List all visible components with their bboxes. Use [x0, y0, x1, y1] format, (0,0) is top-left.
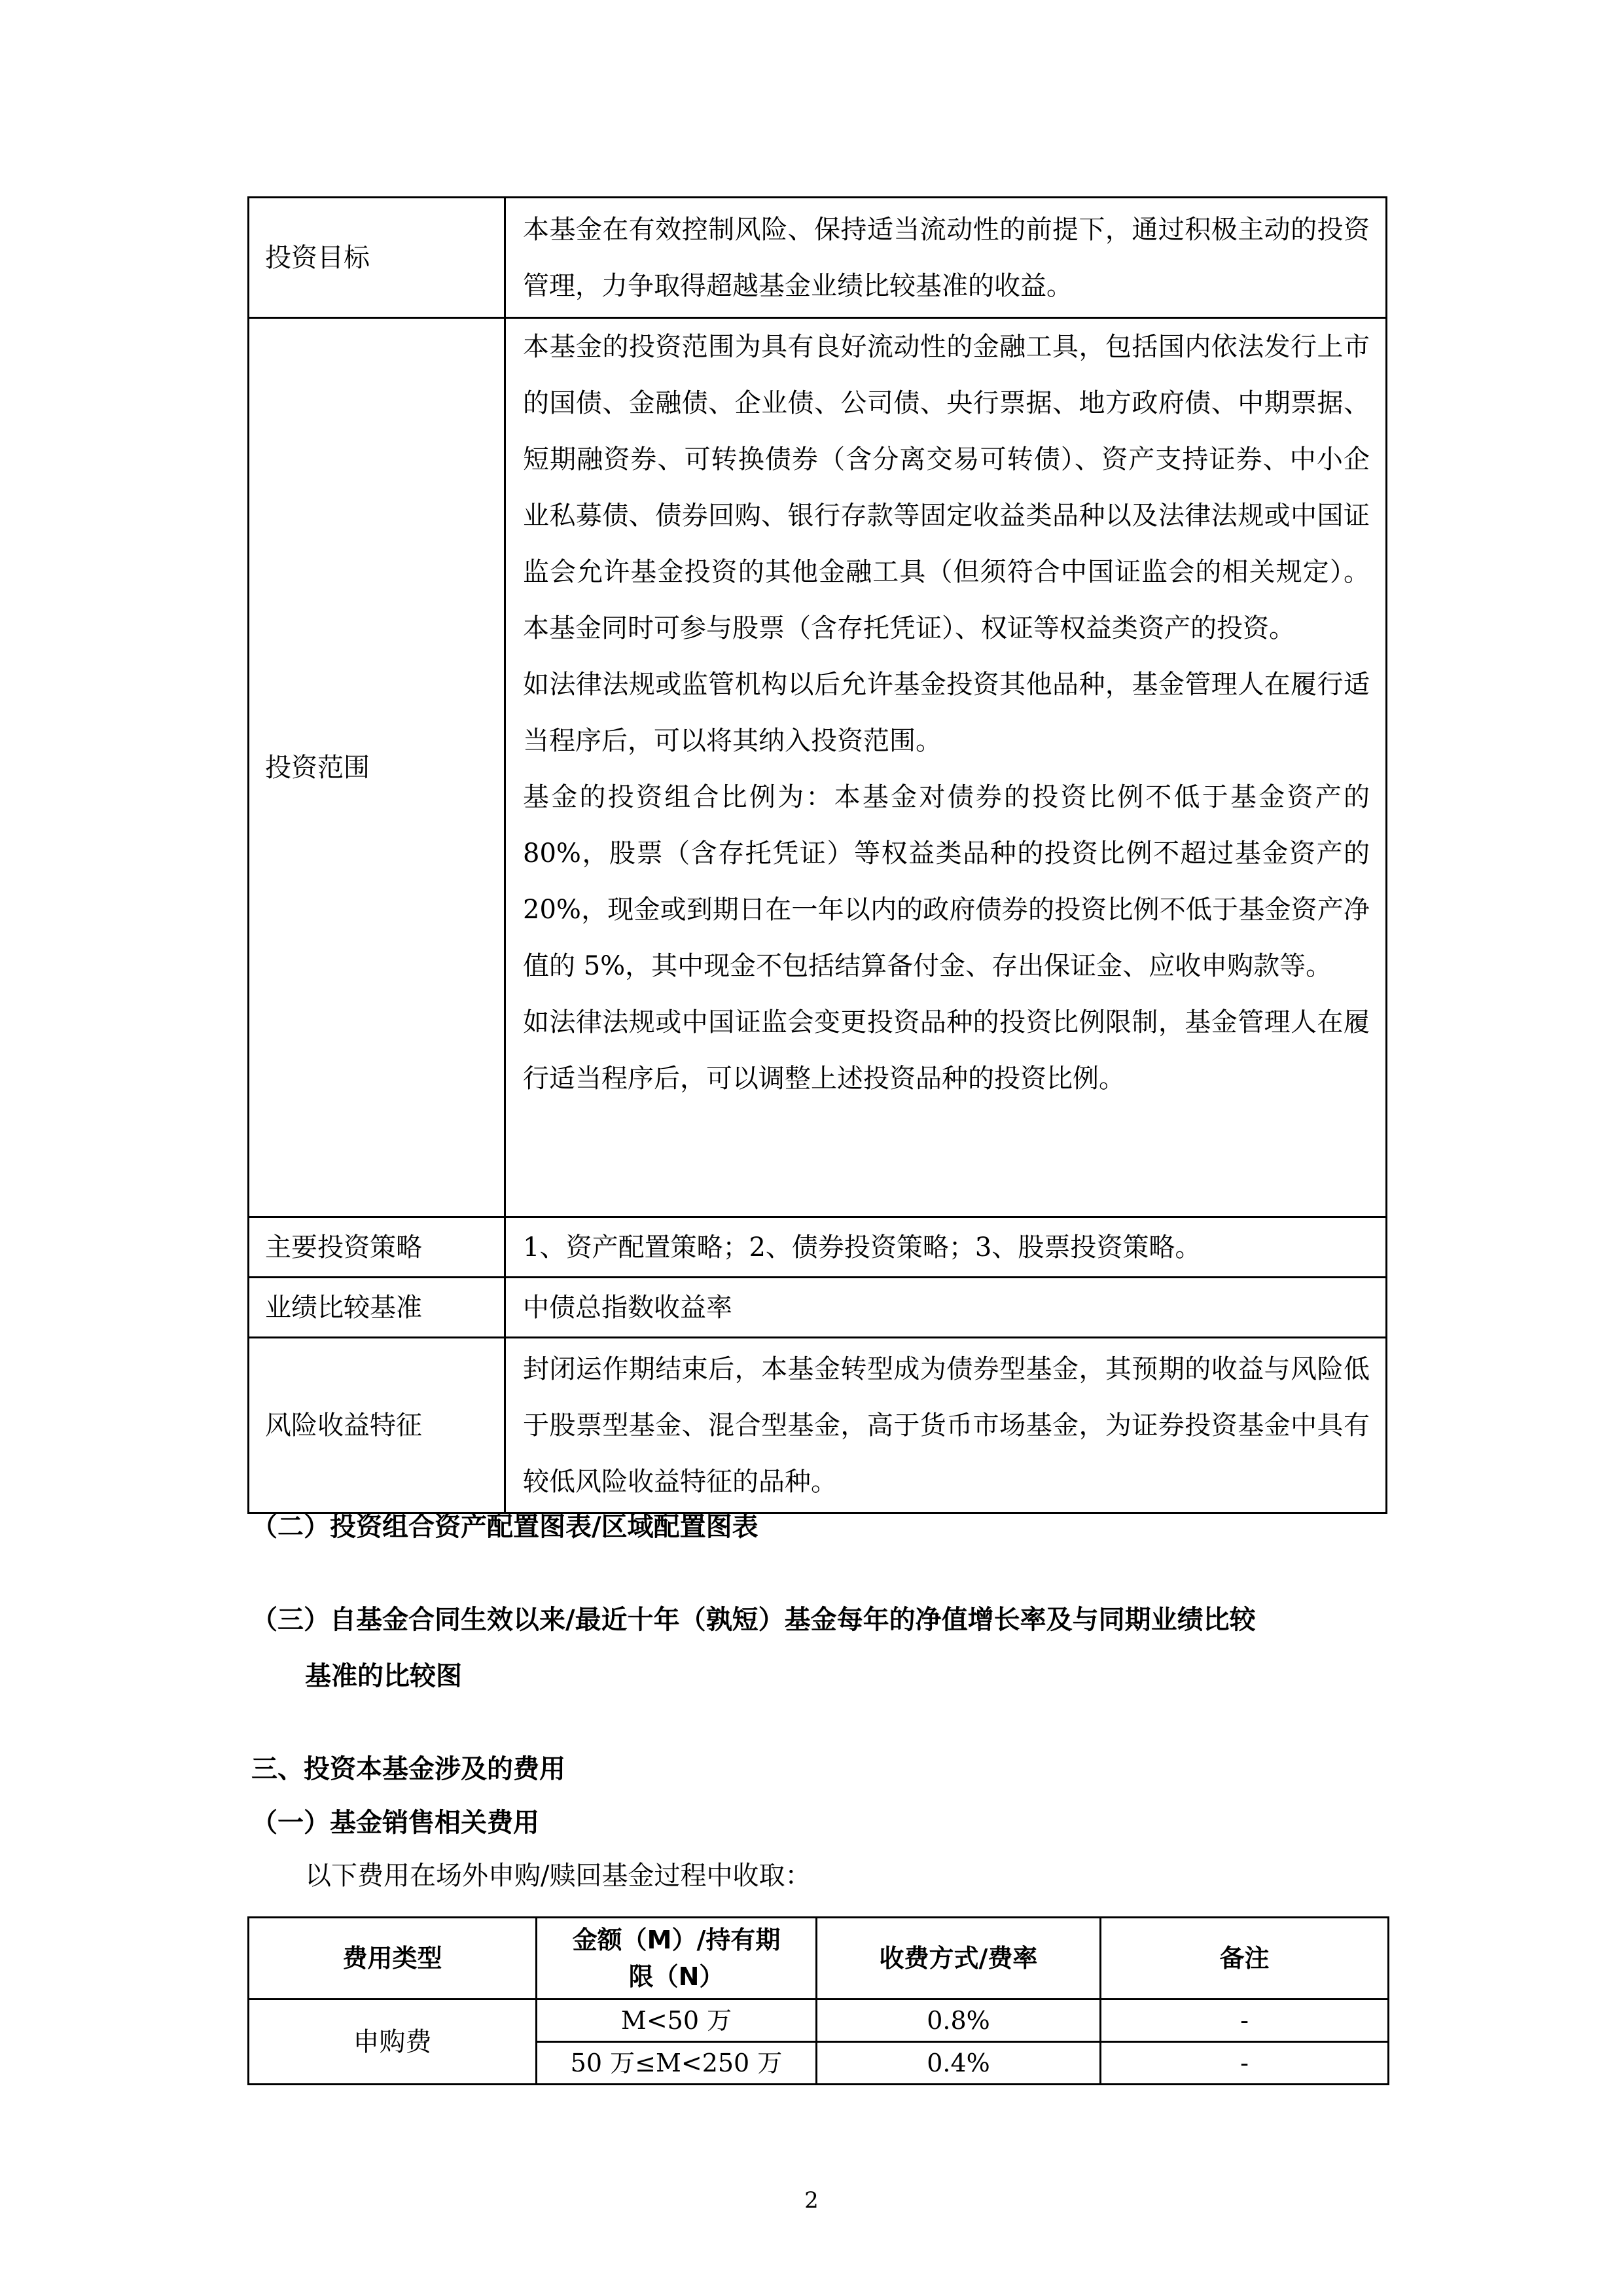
table-row: [249, 1338, 1387, 1513]
table-row: [249, 198, 1387, 318]
fees-intro-text: 以下费用在场外申购/赎回基金过程中收取：: [305, 1861, 812, 1891]
note-cell: -: [1101, 2042, 1389, 2085]
row-content-main-strategy: [505, 1217, 1387, 1278]
table-row: [249, 1217, 1387, 1278]
row-label-risk-return: 风险收益特征: [249, 1338, 505, 1513]
heading-fees-section: 三、投资本基金涉及的费用: [251, 1754, 565, 1784]
paragraph: 基金的投资组合比例为：本基金对债券的投资比例不低于基金资产的80%，股票（含存托凭证）等权益类品种的投资比例不超过基金资产的 20%，现金或到期日在一年以内的政府债券的投资比例不低于基金资产净值的 5%，其中现金不包括结算备付金、存出保证金、应收申购款等。: [523, 782, 1370, 981]
table-header-row: [249, 1918, 1389, 2000]
column-header-note: 备注: [1101, 1918, 1389, 2000]
row-content-investment-objective: [505, 198, 1387, 318]
heading-sales-fees: （一）基金销售相关费用: [251, 1808, 539, 1838]
row-content-investment-scope: [505, 318, 1387, 1217]
row-label-investment-scope: 投资范围: [249, 318, 505, 1217]
fee-table: [247, 1916, 1389, 2085]
row-label-main-strategy: 主要投资策略: [249, 1217, 505, 1278]
column-header-method-rate: 收费方式/费率: [817, 1918, 1101, 2000]
rate-cell: 0.4%: [817, 2042, 1101, 2085]
heading-line: 基准的比较图: [305, 1661, 462, 1691]
note-cell: -: [1101, 2000, 1389, 2042]
heading-line: （三）自基金合同生效以来/最近十年（孰短）基金每年的净值增长率及与同期业绩比较: [251, 1605, 1256, 1635]
heading-asset-allocation: （二）投资组合资产配置图表/区域配置图表: [251, 1512, 758, 1542]
table-row: [249, 1278, 1387, 1338]
row-content-benchmark: [505, 1278, 1387, 1338]
paragraph: 本基金的投资范围为具有良好流动性的金融工具，包括国内依法发行上市的国债、金融债、企业债、公司债、央行票据、地方政府债、中期票据、短期融资券、可转换债券（含分离交易可转债）、资产支持证券、中小企业私募债、债券回购、银行存款等固定收益类品种以及法律法规或中国证监会允许基金投资的其他金融工具（但须符合中国证监会的相关规定）。本基金同时可参与股票（含存托凭证）、权证等权益类资产的投资。: [523, 332, 1370, 643]
row-label-benchmark: 业绩比较基准: [249, 1278, 505, 1338]
paragraph: 中债总指数收益率: [523, 1292, 732, 1323]
paragraph: 本基金在有效控制风险、保持适当流动性的前提下，通过积极主动的投资管理，力争取得超越基金业绩比较基准的收益。: [523, 214, 1370, 301]
paragraph: 如法律法规或中国证监会变更投资品种的投资比例限制，基金管理人在履行适当程序后，可以调整上述投资品种的投资比例。: [523, 1007, 1370, 1094]
heading-nav-growth-comparison: [251, 1592, 1403, 1704]
paragraph: 封闭运作期结束后，本基金转型成为债券型基金，其预期的收益与风险低于股票型基金、混合型基金，高于货币市场基金，为证券投资基金中具有较低风险收益特征的品种。: [523, 1354, 1370, 1497]
fee-type-cell: 申购费: [249, 2000, 537, 2085]
paragraph: 1、资产配置策略；2、债券投资策略；3、股票投资策略。: [523, 1232, 1202, 1263]
row-label-investment-objective: 投资目标: [249, 198, 505, 318]
header-line: 限（N）: [628, 1962, 724, 1991]
column-header-amount: [537, 1918, 817, 2000]
rate-cell: 0.8%: [817, 2000, 1101, 2042]
row-content-risk-return: [505, 1338, 1387, 1513]
column-header-fee-type: 费用类型: [249, 1918, 537, 2000]
table-row: [249, 2000, 1389, 2042]
header-line: 金额（M）/持有期: [572, 1926, 781, 1954]
page-number: 2: [804, 2187, 819, 2214]
table-row: [249, 318, 1387, 1217]
amount-cell: 50 万≤M<250 万: [537, 2042, 817, 2085]
paragraph: 如法律法规或监管机构以后允许基金投资其他品种，基金管理人在履行适当程序后，可以将其纳入投资范围。: [523, 670, 1370, 756]
fund-profile-table: [247, 196, 1387, 1514]
amount-cell: M<50 万: [537, 2000, 817, 2042]
